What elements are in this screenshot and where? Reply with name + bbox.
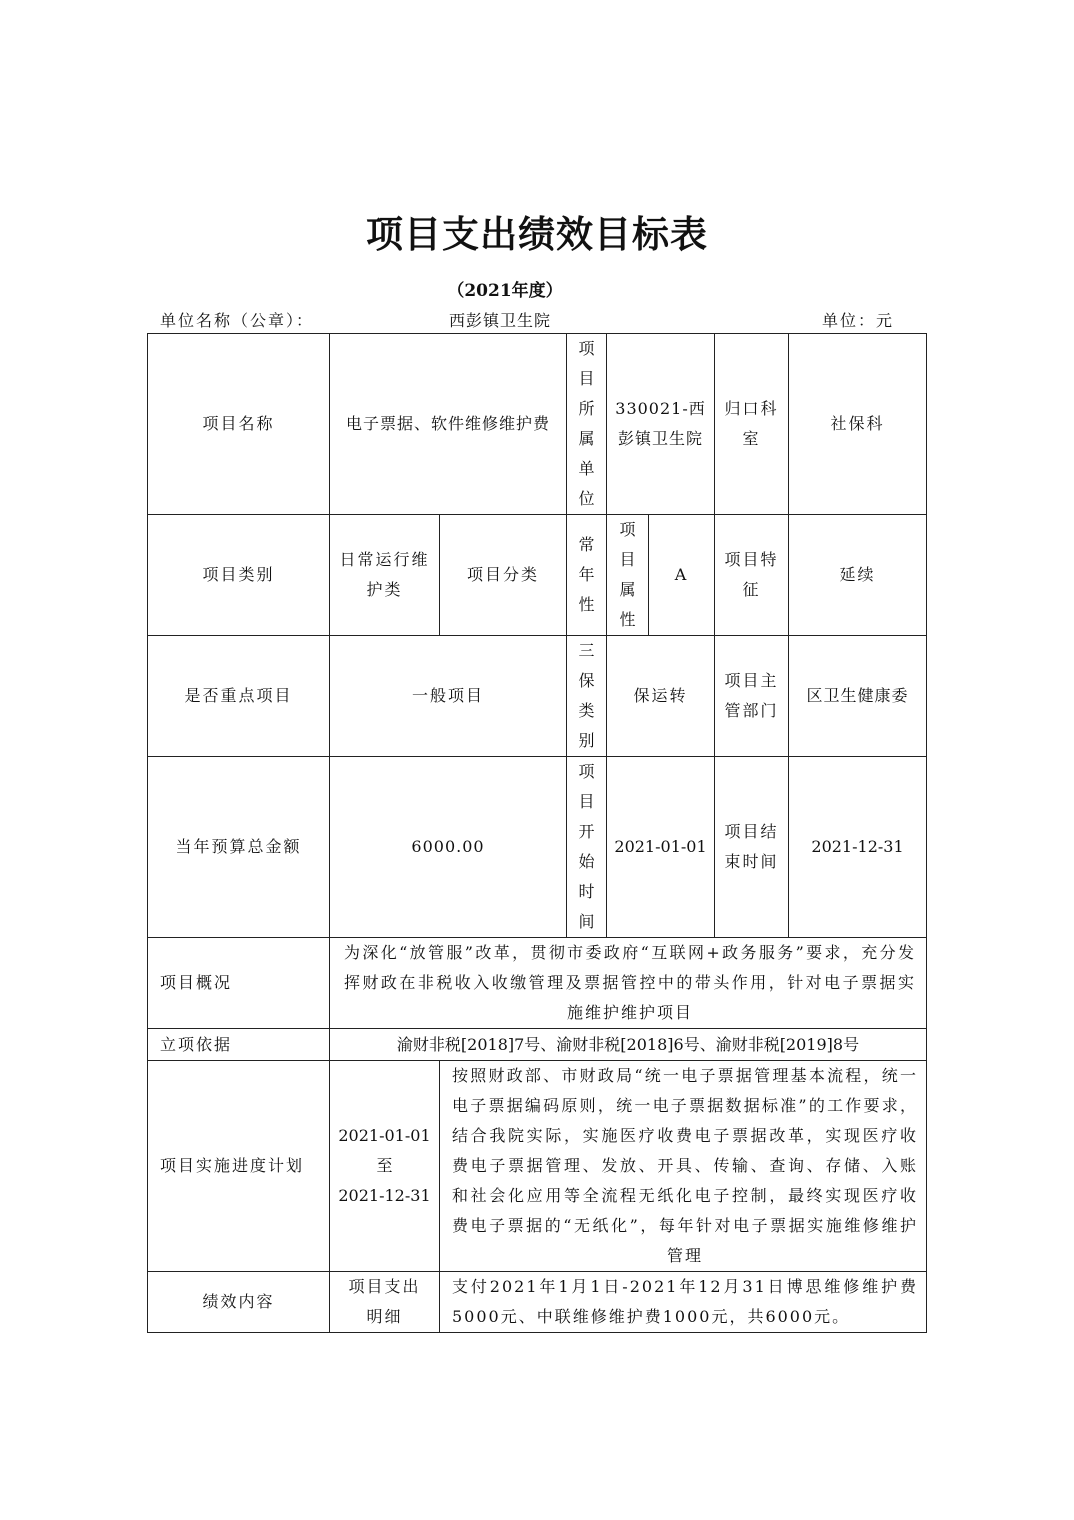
expense-detail-value: 支付2021年1月1日-2021年12月31日博思维修维护费5000元、中联维修维护费1000元，共6000元。: [440, 1272, 927, 1333]
fiscal-year: （2021年度）: [447, 281, 563, 301]
currency-label: 单位：元: [822, 311, 895, 330]
owner-unit-value: 330021-西彭镇卫生院: [607, 334, 715, 515]
basis-value: 渝财非税[2018]7号、渝财非税[2018]6号、渝财非税[2019]8号: [330, 1029, 927, 1061]
three-guarantee-value: 保运转: [607, 636, 715, 757]
dept-value: 社保科: [789, 334, 927, 515]
key-project-label: 是否重点项目: [148, 636, 330, 757]
page-title: 项目支出绩效目标表: [366, 213, 708, 256]
budget-value: 6000.00: [330, 757, 567, 938]
attribute-value: A: [649, 515, 715, 636]
supervisor-label: 项目主管部门: [715, 636, 789, 757]
schedule-label: 项目实施进度计划: [148, 1061, 330, 1272]
expense-detail-label: 项目支出明细: [330, 1272, 440, 1333]
end-label: 项目结束时间: [715, 757, 789, 938]
performance-label: 绩效内容: [148, 1272, 330, 1333]
dept-label: 归口科室: [715, 334, 789, 515]
project-name-label: 项目名称: [148, 334, 330, 515]
project-name-value: 电子票据、软件维修维护费: [330, 334, 567, 515]
category-value: 日常运行维护类: [330, 515, 440, 636]
unit-name-label: 单位名称（公章）：: [160, 311, 315, 330]
schedule-start: 2021-01-01: [338, 1126, 431, 1145]
performance-table: [147, 333, 927, 1333]
start-label: 项目开始时间: [567, 757, 607, 938]
overview-value: 为深化“放管服”改革，贯彻市委政府“互联网+政务服务”要求，充分发挥财政在非税收入收缴管理及票据管控中的带头作用，针对电子票据实施维护维护项目: [330, 938, 927, 1029]
classification-label: 项目分类: [440, 515, 567, 636]
attribute-label: 项目属性: [607, 515, 649, 636]
schedule-to: 至: [376, 1156, 393, 1175]
schedule-value: 按照财政部、市财政局“统一电子票据管理基本流程，统一电子票据编码原则，统一电子票据数据标准”的工作要求，结合我院实际，实施医疗收费电子票据改革，实现医疗收费电子票据管理、发放、开具、传输、查询、存储、入账和社会化应用等全流程无纸化电子控制，最终实现医疗收费电子票据的“无纸化”，每年针对电子票据实施维修维护管理: [440, 1061, 927, 1272]
owner-unit-label: 项目所属单位: [567, 334, 607, 515]
unit-name-value: 西彭镇卫生院: [449, 311, 552, 330]
schedule-end: 2021-12-31: [338, 1186, 431, 1205]
key-project-value: 一般项目: [330, 636, 567, 757]
end-value: 2021-12-31: [789, 757, 927, 938]
category-label: 项目类别: [148, 515, 330, 636]
basis-label: 立项依据: [148, 1029, 330, 1061]
overview-label: 项目概况: [148, 938, 330, 1029]
budget-label: 当年预算总金额: [148, 757, 330, 938]
feature-label: 项目特征: [715, 515, 789, 636]
classification-value: 常年性: [567, 515, 607, 636]
schedule-dates: [330, 1061, 440, 1272]
three-guarantee-label: 三保类别: [567, 636, 607, 757]
start-value: 2021-01-01: [607, 757, 715, 938]
feature-value: 延续: [789, 515, 927, 636]
supervisor-value: 区卫生健康委: [789, 636, 927, 757]
